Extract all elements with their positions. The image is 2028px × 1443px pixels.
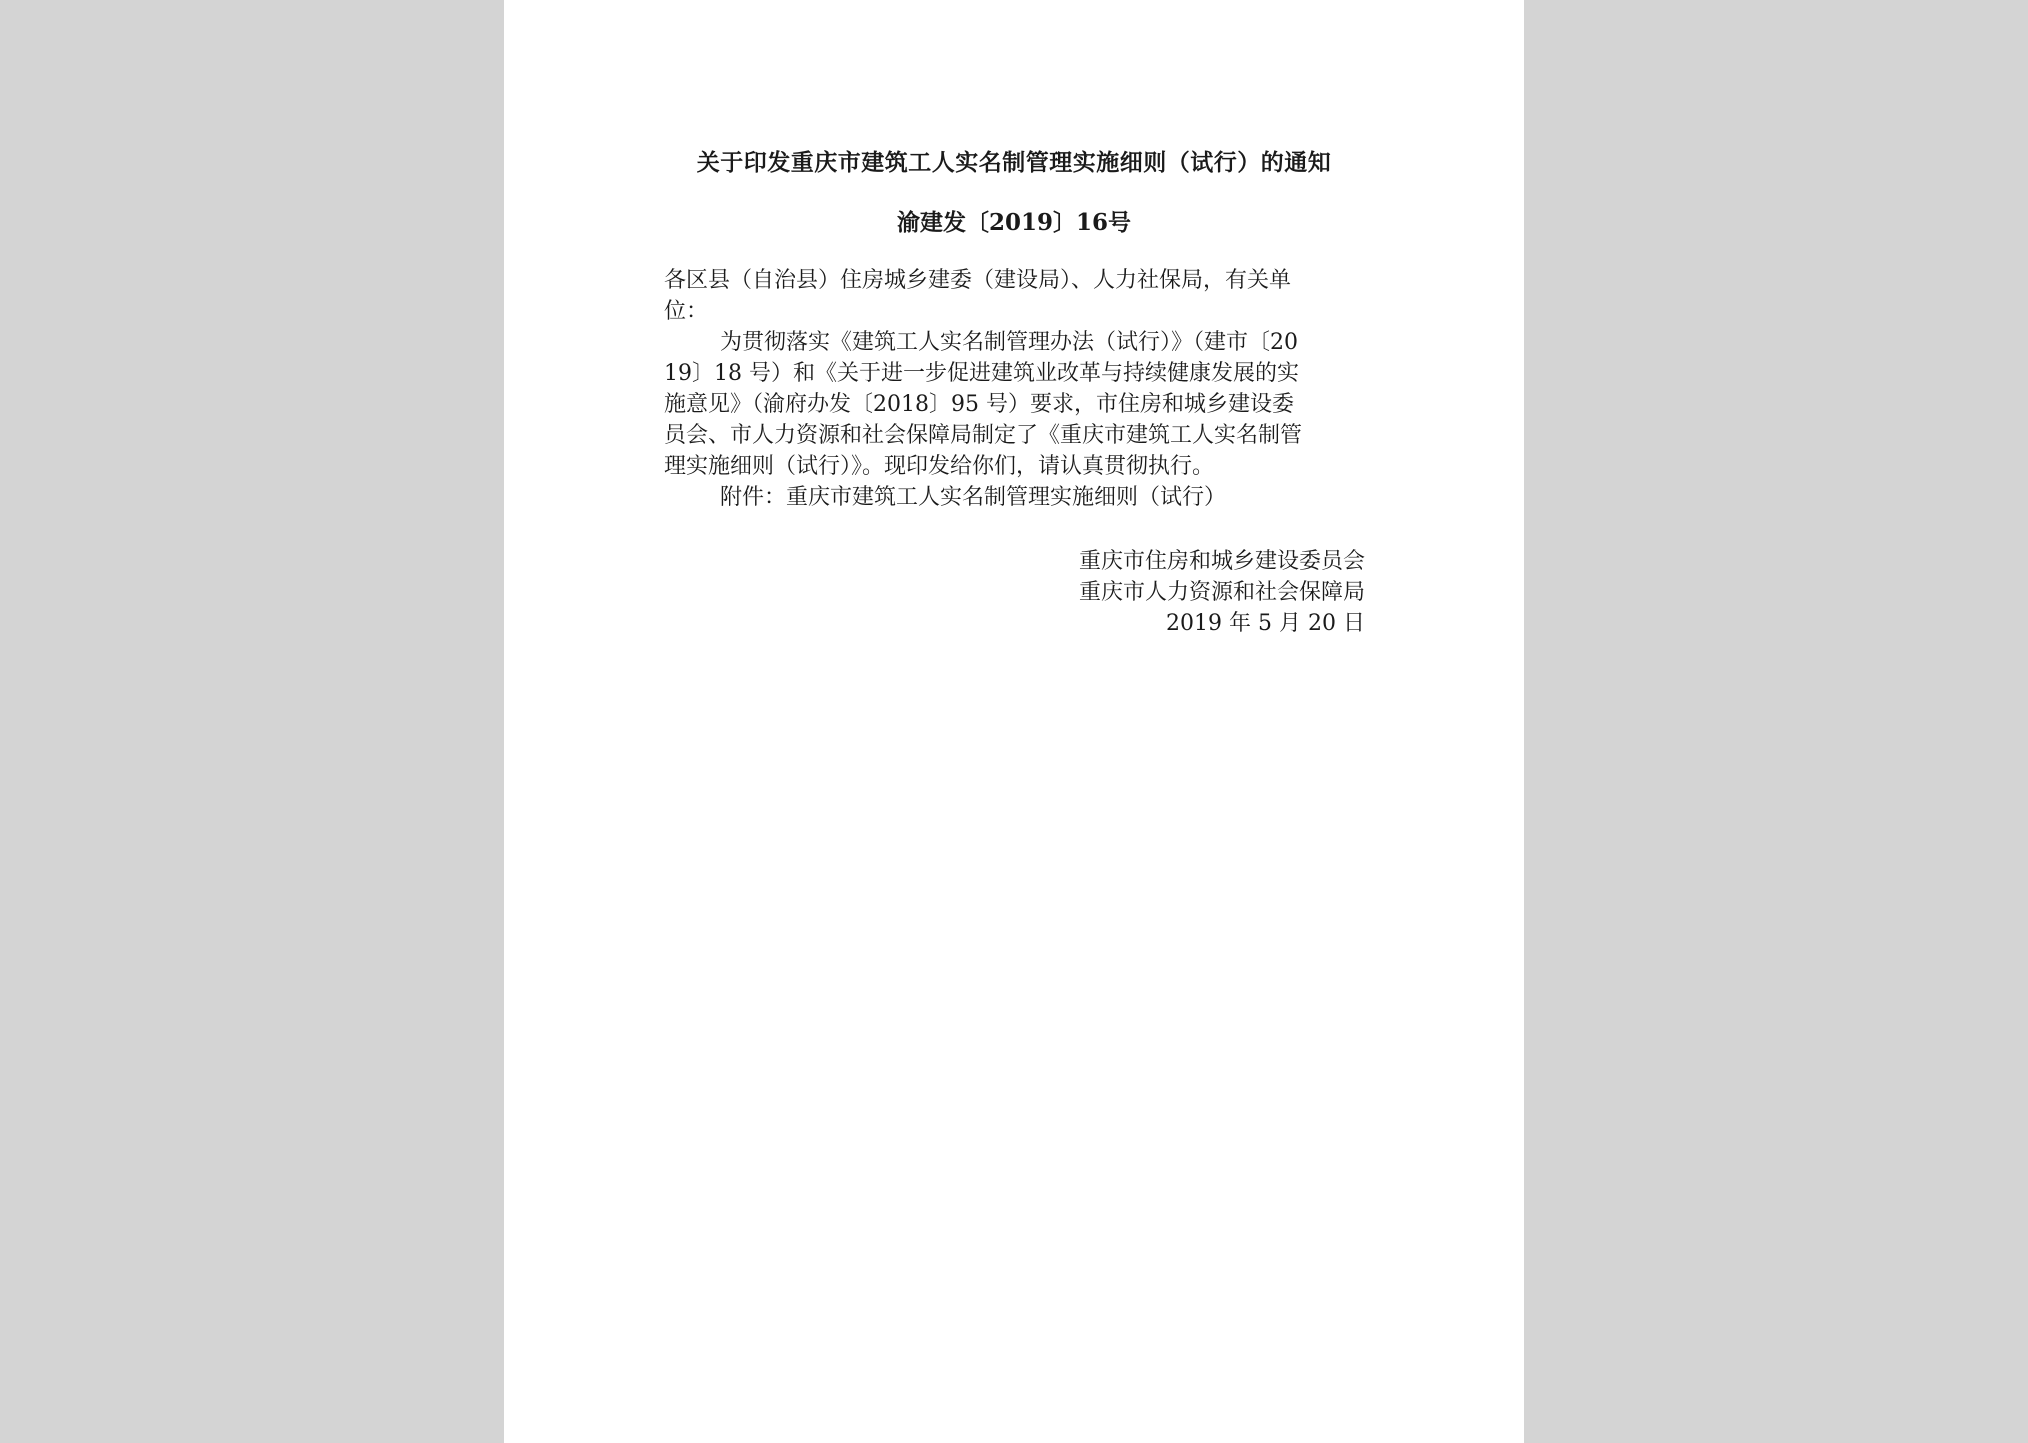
signature-housing-commission: 重庆市住房和城乡建设委员会 [1078, 549, 1365, 574]
signature-block [864, 546, 1365, 639]
body-line-1: 为贯彻落实《建筑工人实名制管理办法（试行）》（建市〔20 [720, 330, 1298, 355]
document-title: 关于印发重庆市建筑工人实名制管理实施细则（试行）的通知 [696, 149, 1332, 176]
body-line-5: 理实施细则（试行）》。现印发给你们，请认真贯彻执行。 [664, 454, 1215, 479]
document-body [664, 265, 1364, 513]
signature-hr-bureau: 重庆市人力资源和社会保障局 [1078, 580, 1365, 605]
attachment-line: 附件：重庆市建筑工人实名制管理实施细则（试行） [720, 485, 1227, 510]
document-page [504, 0, 1524, 1443]
body-line-4: 员会、市人力资源和社会保障局制定了《重庆市建筑工人实名制管 [664, 423, 1303, 448]
body-line-2: 19〕18 号）和《关于进一步促进建筑业改革与持续健康发展的实 [664, 361, 1299, 386]
document-number: 渝建发〔2019〕16号 [896, 209, 1132, 236]
addressee-line-2: 位： [664, 299, 709, 324]
signature-date: 2019 年 5 月 20 日 [1166, 611, 1365, 636]
body-line-3: 施意见》（渝府办发〔2018〕95 号）要求，市住房和城乡建设委 [664, 392, 1294, 417]
addressee-line-1: 各区县（自治县）住房城乡建委（建设局）、人力社保局，有关单 [664, 268, 1292, 293]
